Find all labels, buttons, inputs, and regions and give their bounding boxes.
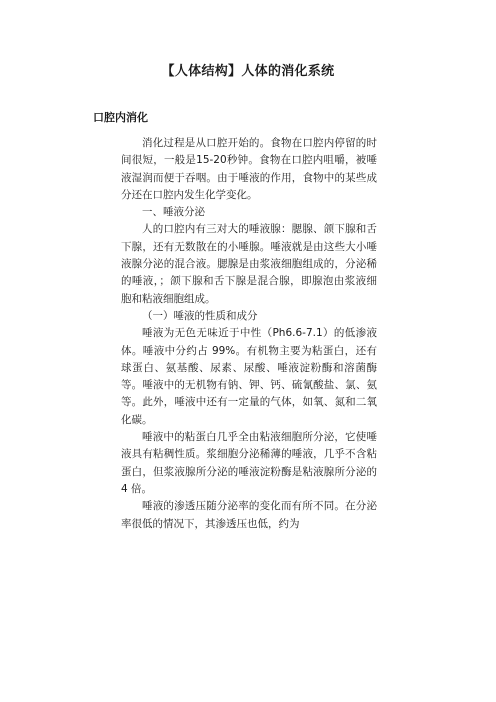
subheading-saliva-properties: （一）唾液的性质和成分 bbox=[142, 309, 258, 322]
document-body bbox=[121, 135, 377, 533]
paragraph-osmotic-pressure: 唾液的渗透压随分泌率的变化而有所不同。在分泌率很低的情况下，其渗透压也低，约为 bbox=[121, 500, 377, 530]
section-heading: 口腔内消化 bbox=[93, 111, 148, 124]
paragraph-mucin: 唾液中的粘蛋白几乎全由粘液细胞所分泌，它使唾液具有粘稠性质。浆细胞分泌稀薄的唾液，几乎不含粘蛋白，但浆液腺所分泌的唾液淀粉酶是粘液腺所分泌的 4 倍。 bbox=[121, 431, 377, 495]
subheading-saliva-secretion: 一、唾液分泌 bbox=[142, 206, 205, 219]
paragraph-salivary-glands: 人的口腔内有三对大的唾液腺：腮腺、颌下腺和舌下腺，还有无数散在的小唾腺。唾液就是由这些大小唾液腺分泌的混合液。腮腺是由浆液细胞组成的，分泌稀的唾液，；颌下腺和舌下腺是混合腺，即腺泡由浆液细胞和粘液细胞组成。 bbox=[121, 223, 377, 305]
paragraph-intro: 消化过程是从口腔开始的。食物在口腔内停留的时间很短，一般是15-20秒钟。食物在口腔内咀嚼，被唾液湿润而便于吞咽。由于唾液的作用，食物中的某些成分还在口腔内发生化学变化。 bbox=[121, 137, 377, 201]
paragraph-saliva-composition: 唾液为无色无味近于中性（Ph6.6-7.1）的低渗液体。唾液中分约占 99%。有机物主要为粘蛋白，还有球蛋白、氨基酸、尿素、尿酸、唾液淀粉酶和溶菌酶等。唾液中的无机物有钠、钾、钙、硫氰酸盐、氯、氨等。此外，唾液中还有一定量的气体，如氧、氮和二氧化碳。 bbox=[121, 327, 377, 426]
document-title: 【人体结构】人体的消化系统 bbox=[161, 64, 335, 79]
